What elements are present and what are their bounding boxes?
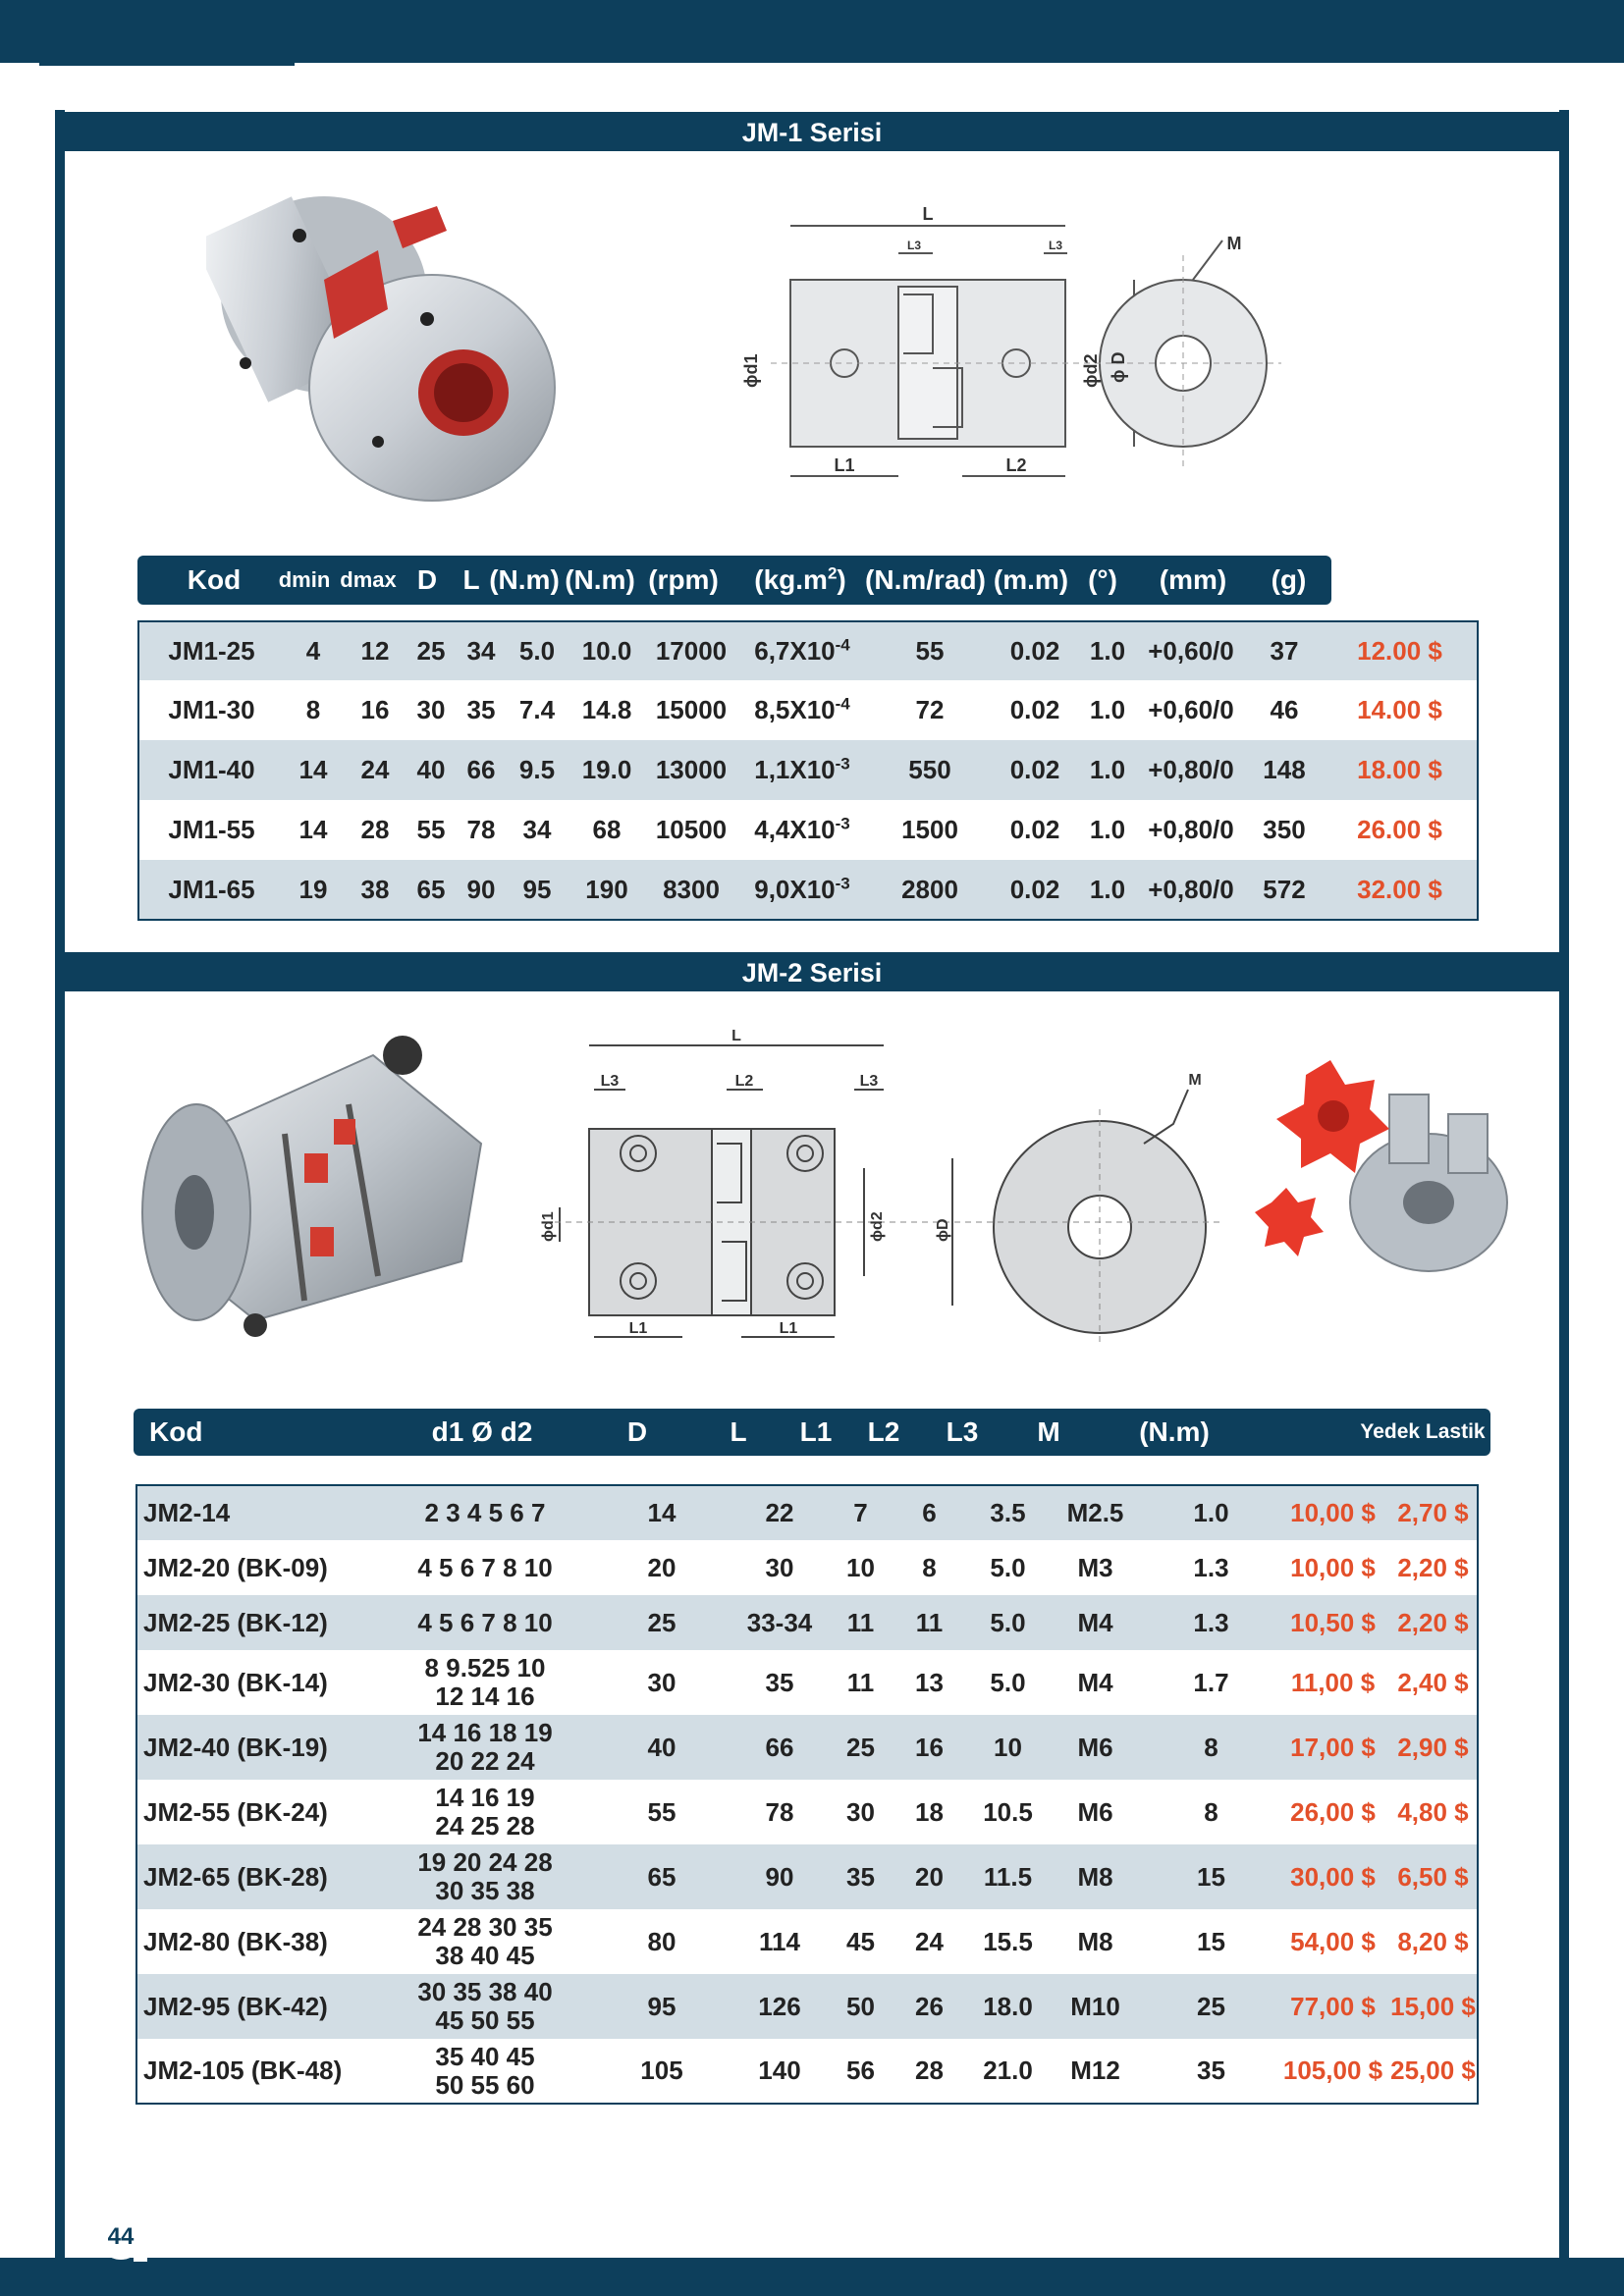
cell-D: 105 xyxy=(640,2056,683,2085)
table-row xyxy=(136,1844,1478,1909)
cell-price: 14.00 $ xyxy=(1357,695,1442,724)
cell-torque1: 5.0 xyxy=(508,621,567,680)
cell-rpm: 13000 xyxy=(647,740,735,800)
cell-M: M8 xyxy=(1077,1926,1113,1956)
cell-D: 95 xyxy=(598,1974,726,2039)
cell-L: 35 xyxy=(765,1667,794,1697)
table-row xyxy=(136,1650,1478,1715)
cell-weight: 350 xyxy=(1263,815,1306,844)
cell-torque1: 9.5 xyxy=(508,740,567,800)
jm2-drawing-label-d2: ϕd2 xyxy=(869,1211,886,1242)
cell-torque: 1.0 xyxy=(1146,1485,1276,1540)
cell-angle: 1.0 xyxy=(1079,740,1136,800)
cell-kod: JM2-95 (BK-42) xyxy=(136,1974,372,2039)
cell-L3: 5.0 xyxy=(990,1552,1026,1582)
cell-spare-price: 2,70 $ xyxy=(1389,1485,1478,1540)
jm2-table-header xyxy=(134,1409,1490,1456)
cell-torque: 1.3 xyxy=(1193,1552,1229,1582)
jm1-drawing-label-L3a: L3 xyxy=(906,239,922,252)
diameter-line-1: 14 16 19 xyxy=(435,1783,535,1812)
cell-L2: 26 xyxy=(888,1974,971,2039)
jm2-drawing-label-L3a: L3 xyxy=(600,1073,620,1090)
cell-price: 10,50 $ xyxy=(1276,1595,1389,1650)
cell-L: 66 xyxy=(726,1715,834,1780)
cell-L1: 7 xyxy=(834,1485,888,1540)
diameter-line-1: 4 5 6 7 8 10 xyxy=(417,1552,553,1582)
diameter-line-1: 2 3 4 5 6 7 xyxy=(424,1498,546,1527)
jm1-product-photo xyxy=(206,182,560,506)
cell-price: 77,00 $ xyxy=(1276,1974,1389,2039)
cell-kod: JM1-55 xyxy=(168,815,255,844)
cell-M: M10 xyxy=(1045,1974,1146,2039)
cell-price: 54,00 $ xyxy=(1290,1926,1376,1956)
cell-L1: 56 xyxy=(846,2056,875,2085)
cell-torque2: 68 xyxy=(592,815,622,844)
cell-price: 32.00 $ xyxy=(1323,860,1478,920)
jm2-product-photo xyxy=(137,1026,511,1340)
jm2-spec-table xyxy=(135,1484,1479,2105)
cell-D: 30 xyxy=(647,1667,677,1697)
cell-tolerance: +0,60/0 xyxy=(1148,695,1234,724)
inertia-mantissa: 6,7X10 xyxy=(754,636,836,666)
cell-diameters xyxy=(372,1844,598,1909)
jm1-header-L: L xyxy=(462,564,480,595)
jm2-header-L3: L3 xyxy=(946,1416,979,1447)
diameter-line-1: 19 20 24 28 xyxy=(417,1847,553,1877)
cell-L3: 10 xyxy=(971,1715,1045,1780)
diameter-line-2: 30 35 38 xyxy=(435,1876,535,1905)
cell-diameters xyxy=(372,2039,598,2104)
jm1-series-title: JM-1 Serisi xyxy=(55,112,1569,151)
diameter-line-1: 30 35 38 40 xyxy=(417,1977,553,2006)
table-row xyxy=(136,1540,1478,1595)
cell-rpm: 15000 xyxy=(655,695,728,724)
cell-torque: 25 xyxy=(1146,1974,1276,2039)
cell-rpm: 10500 xyxy=(655,815,728,844)
jm1-header-misalign: (m.m) xyxy=(993,564,1069,595)
cell-L1: 11 xyxy=(846,1667,875,1697)
cell-M: M3 xyxy=(1077,1552,1113,1582)
cell-diameters xyxy=(372,1540,598,1595)
jm1-drawing-label-M: M xyxy=(1226,234,1242,253)
cell-L3: 10.5 xyxy=(983,1796,1033,1827)
cell-kod: JM2-14 xyxy=(136,1485,372,1540)
cell-D: 55 xyxy=(647,1796,677,1827)
cell-M: M6 xyxy=(1077,1796,1113,1827)
cell-stiffness: 1500 xyxy=(901,815,958,844)
cell-stiffness: 55 xyxy=(869,621,991,680)
cell-stiffness: 550 xyxy=(869,740,991,800)
inertia-exponent: -3 xyxy=(835,754,850,774)
cell-L: 30 xyxy=(765,1552,794,1582)
cell-L: 66 xyxy=(455,740,508,800)
cell-D: 80 xyxy=(647,1926,677,1956)
cell-tolerance: +0,80/0 xyxy=(1136,860,1246,920)
diameter-line-1: 24 28 30 35 xyxy=(417,1912,553,1942)
inertia-exponent: -4 xyxy=(835,694,850,714)
cell-L1: 45 xyxy=(846,1926,875,1956)
cell-D: 14 xyxy=(598,1485,726,1540)
jm2-header-D: D xyxy=(626,1416,648,1447)
cell-L: 34 xyxy=(455,621,508,680)
jm1-header-stiffness: (N.m/rad) xyxy=(865,564,986,595)
cell-L2: 6 xyxy=(888,1485,971,1540)
diameter-line-2: 45 50 55 xyxy=(435,2005,535,2035)
jm1-header-tolerance: (mm) xyxy=(1159,564,1227,595)
jm1-table-header xyxy=(137,556,1331,605)
cell-diameters xyxy=(372,1650,598,1715)
cell-diameters xyxy=(372,1974,598,2039)
jm2-header-L2: L2 xyxy=(867,1416,900,1447)
cell-price: 10,00 $ xyxy=(1290,1552,1376,1582)
table-row xyxy=(136,1780,1478,1844)
cell-L1: 30 xyxy=(846,1796,875,1827)
jm2-drawing-label-L1b: L1 xyxy=(779,1320,798,1337)
jm1-header-D: D xyxy=(416,564,438,595)
cell-inertia xyxy=(735,621,869,680)
cell-torque: 1.3 xyxy=(1146,1595,1276,1650)
cell-price: 26,00 $ xyxy=(1290,1796,1376,1827)
jm2-drawing-label-L2: L2 xyxy=(734,1073,754,1090)
cell-diameters xyxy=(372,1485,598,1540)
cell-weight: 572 xyxy=(1246,860,1323,920)
cell-dmax: 12 xyxy=(343,621,407,680)
cell-spare-price: 6,50 $ xyxy=(1389,1844,1478,1909)
jm2-header-diameter: d1 Ø d2 xyxy=(431,1416,533,1447)
jm2-header-L: L xyxy=(730,1416,747,1447)
cell-L3: 18.0 xyxy=(971,1974,1045,2039)
diameter-line-1: 14 16 18 19 xyxy=(417,1718,553,1747)
cell-price: 30,00 $ xyxy=(1276,1844,1389,1909)
cell-L: 90 xyxy=(455,860,508,920)
cell-torque: 35 xyxy=(1197,2056,1225,2085)
jm1-drawing-label-L3b: L3 xyxy=(1048,239,1063,252)
cell-dmin: 19 xyxy=(284,860,343,920)
table-row xyxy=(136,1485,1478,1540)
cell-M: M8 xyxy=(1045,1844,1146,1909)
jm1-header-torque2: (N.m) xyxy=(565,564,635,595)
cell-torque2: 190 xyxy=(567,860,647,920)
cell-price: 18.00 $ xyxy=(1323,740,1478,800)
cell-torque: 8 xyxy=(1146,1715,1276,1780)
jm1-header-weight: (g) xyxy=(1271,564,1307,595)
cell-price: 26.00 $ xyxy=(1357,815,1442,844)
cell-M: M4 xyxy=(1045,1595,1146,1650)
jm2-drawing-label-L3b: L3 xyxy=(859,1073,879,1090)
table-row xyxy=(138,621,1478,680)
cell-L: 35 xyxy=(466,695,496,724)
cell-L: 33-34 xyxy=(726,1595,834,1650)
inertia-mantissa: 9,0X10 xyxy=(754,874,836,904)
jm1-drawing-label-L2: L2 xyxy=(1005,455,1027,475)
cell-L2: 18 xyxy=(915,1796,944,1827)
jm1-technical-drawing xyxy=(731,206,1429,501)
cell-L: 78 xyxy=(765,1796,794,1827)
jm1-header-rpm: (rpm) xyxy=(648,564,719,595)
cell-angle: 1.0 xyxy=(1089,815,1126,844)
cell-L1: 10 xyxy=(846,1552,875,1582)
cell-kod: JM2-105 (BK-48) xyxy=(143,2056,343,2085)
cell-L: 140 xyxy=(758,2056,801,2085)
cell-L1: 11 xyxy=(834,1595,888,1650)
cell-D: 25 xyxy=(598,1595,726,1650)
jm2-header-torque: (N.m) xyxy=(1139,1416,1210,1447)
page-frame-left xyxy=(55,110,65,2258)
cell-D: 25 xyxy=(407,621,455,680)
cell-misalign: 0.02 xyxy=(991,860,1079,920)
cell-kod: JM1-40 xyxy=(138,740,284,800)
cell-diameters xyxy=(372,1595,598,1650)
cell-misalign: 0.02 xyxy=(1009,815,1060,844)
cell-dmax: 16 xyxy=(360,695,390,724)
cell-kod: JM2-80 (BK-38) xyxy=(143,1926,328,1956)
cell-inertia xyxy=(735,680,869,740)
cell-spare-price: 2,20 $ xyxy=(1389,1595,1478,1650)
cell-M: M6 xyxy=(1045,1715,1146,1780)
cell-D: 40 xyxy=(598,1715,726,1780)
cell-M: M12 xyxy=(1070,2056,1120,2085)
cell-misalign: 0.02 xyxy=(991,740,1079,800)
top-banner xyxy=(0,0,1624,63)
cell-L3: 5.0 xyxy=(971,1595,1045,1650)
cell-torque2: 14.8 xyxy=(581,695,632,724)
inertia-exponent: -4 xyxy=(835,635,850,655)
cell-angle: 1.0 xyxy=(1089,695,1126,724)
table-row xyxy=(136,1909,1478,1974)
table-row xyxy=(136,1595,1478,1650)
cell-price: 17,00 $ xyxy=(1276,1715,1389,1780)
cell-L: 126 xyxy=(726,1974,834,2039)
cell-diameters xyxy=(372,1909,598,1974)
diameter-line-1: 4 5 6 7 8 10 xyxy=(417,1607,553,1637)
cell-torque1: 7.4 xyxy=(518,695,556,724)
cell-inertia xyxy=(735,800,869,860)
cell-price: 10,00 $ xyxy=(1276,1485,1389,1540)
jm2-header-spare: Yedek Lastik xyxy=(1360,1420,1486,1443)
cell-L2: 28 xyxy=(915,2056,944,2085)
cell-torque2: 19.0 xyxy=(567,740,647,800)
cell-dmax: 28 xyxy=(360,815,390,844)
table-row xyxy=(136,1715,1478,1780)
jm1-header-kod: Kod xyxy=(187,564,242,595)
diameter-line-2: 38 40 45 xyxy=(435,1941,535,1970)
jm1-drawing-label-L1: L1 xyxy=(834,455,855,475)
jm1-drawing-label-d2: ϕd2 xyxy=(1081,353,1101,388)
cell-weight: 37 xyxy=(1246,621,1323,680)
top-banner-accent xyxy=(39,61,295,66)
cell-diameters xyxy=(372,1715,598,1780)
cell-M: M4 xyxy=(1077,1667,1113,1697)
table-row xyxy=(138,860,1478,920)
table-row xyxy=(138,680,1478,740)
cell-torque1: 34 xyxy=(522,815,552,844)
cell-M: M2.5 xyxy=(1045,1485,1146,1540)
diameter-line-1: 8 9.525 10 xyxy=(424,1653,546,1682)
cell-price: 105,00 $ xyxy=(1282,2056,1383,2085)
table-row xyxy=(138,740,1478,800)
diameter-line-2: 24 25 28 xyxy=(435,1811,535,1841)
cell-price: 11,00 $ xyxy=(1290,1667,1376,1697)
jm1-header-angle: (°) xyxy=(1088,564,1117,595)
diameter-line-1: 35 40 45 xyxy=(435,2041,535,2071)
cell-kod: JM1-25 xyxy=(138,621,284,680)
cell-tolerance: +0,60/0 xyxy=(1136,621,1246,680)
cell-torque: 1.7 xyxy=(1193,1667,1229,1697)
cell-spare-price: 2,90 $ xyxy=(1389,1715,1478,1780)
jm1-header-dmin: dmin xyxy=(278,567,331,592)
cell-L3: 21.0 xyxy=(983,2056,1033,2085)
cell-spare-price: 4,80 $ xyxy=(1397,1796,1469,1827)
cell-tolerance: +0,80/0 xyxy=(1148,815,1234,844)
cell-L: 22 xyxy=(726,1485,834,1540)
cell-kod: JM1-30 xyxy=(168,695,255,724)
jm2-series-title: JM-2 Serisi xyxy=(55,952,1569,991)
cell-kod: JM2-30 (BK-14) xyxy=(143,1667,328,1697)
cell-L3: 5.0 xyxy=(990,1667,1026,1697)
bottom-banner xyxy=(0,2258,1624,2296)
jm2-header-kod: Kod xyxy=(149,1416,203,1447)
inertia-mantissa: 1,1X10 xyxy=(754,755,836,784)
jm2-header-L1: L1 xyxy=(799,1416,833,1447)
cell-D: 65 xyxy=(407,860,455,920)
jm2-drawing-label-L: L xyxy=(731,1028,741,1044)
table-row xyxy=(136,1974,1478,2039)
inertia-exponent: -3 xyxy=(835,814,850,833)
cell-kod: JM2-65 (BK-28) xyxy=(136,1844,372,1909)
jm1-header-torque1: (N.m) xyxy=(489,564,560,595)
cell-L: 90 xyxy=(726,1844,834,1909)
cell-spare-price: 8,20 $ xyxy=(1397,1926,1469,1956)
table-row xyxy=(138,800,1478,860)
cell-weight: 148 xyxy=(1246,740,1323,800)
cell-angle: 1.0 xyxy=(1079,860,1136,920)
cell-L1: 50 xyxy=(834,1974,888,2039)
cell-D: 30 xyxy=(416,695,446,724)
inertia-mantissa: 4,4X10 xyxy=(754,815,836,844)
cell-L2: 24 xyxy=(915,1926,944,1956)
jm1-header-inertia: $(kg.m^2)$ xyxy=(754,563,846,595)
inertia-exponent: -3 xyxy=(835,873,850,892)
cell-torque: 15 xyxy=(1146,1844,1276,1909)
jm2-drawing-label-d1: ϕd1 xyxy=(540,1211,557,1242)
jm2-drawing-label-D: ϕD xyxy=(935,1218,951,1242)
table-row xyxy=(136,2039,1478,2104)
cell-L3: 11.5 xyxy=(971,1844,1045,1909)
page-number: 44 xyxy=(98,2215,143,2260)
cell-dmin: 14 xyxy=(298,815,328,844)
diameter-line-2: 12 14 16 xyxy=(435,1682,535,1711)
cell-inertia xyxy=(735,860,869,920)
cell-dmin: 4 xyxy=(284,621,343,680)
inertia-mantissa: 8,5X10 xyxy=(754,695,836,724)
cell-spare-price: 25,00 $ xyxy=(1390,2056,1476,2085)
cell-L: 78 xyxy=(466,815,496,844)
cell-kod: JM2-25 (BK-12) xyxy=(136,1595,372,1650)
cell-torque: 8 xyxy=(1204,1796,1218,1827)
cell-L2: 20 xyxy=(888,1844,971,1909)
cell-angle: 1.0 xyxy=(1079,621,1136,680)
cell-dmax: 38 xyxy=(343,860,407,920)
cell-kod: JM2-55 (BK-24) xyxy=(143,1796,328,1827)
jm1-drawing-label-L: L xyxy=(922,206,934,224)
cell-misalign: 0.02 xyxy=(991,621,1079,680)
cell-L: 114 xyxy=(759,1926,800,1956)
jm1-drawing-label-D: ϕ D xyxy=(1109,351,1128,383)
cell-L2: 11 xyxy=(888,1595,971,1650)
cell-D: 55 xyxy=(416,815,446,844)
cell-D: 40 xyxy=(407,740,455,800)
cell-dmin: 8 xyxy=(305,695,321,724)
cell-diameters xyxy=(372,1780,598,1844)
cell-L2: 8 xyxy=(922,1552,937,1582)
cell-kod: JM1-65 xyxy=(138,860,284,920)
cell-spare-price: 15,00 $ xyxy=(1389,1974,1478,2039)
cell-L2: 16 xyxy=(888,1715,971,1780)
cell-L1: 25 xyxy=(834,1715,888,1780)
diameter-line-2: 50 55 60 xyxy=(435,2069,535,2100)
jm2-technical-drawing xyxy=(535,1021,1281,1355)
jm2-drawing-label-L1a: L1 xyxy=(628,1320,648,1337)
cell-spare-price: 2,40 $ xyxy=(1397,1667,1469,1697)
cell-weight: 46 xyxy=(1270,695,1299,724)
cell-kod: JM2-40 (BK-19) xyxy=(136,1715,372,1780)
cell-L2: 13 xyxy=(915,1667,944,1697)
cell-kod: JM2-20 (BK-09) xyxy=(143,1552,328,1582)
diameter-line-2: 20 22 24 xyxy=(435,1746,535,1776)
jm1-spec-table xyxy=(137,620,1479,921)
cell-dmax: 24 xyxy=(343,740,407,800)
jm2-header-M: M xyxy=(1037,1416,1060,1447)
cell-spare-price: 2,20 $ xyxy=(1397,1552,1469,1582)
cell-stiffness: 2800 xyxy=(869,860,991,920)
page-number-mark xyxy=(134,2258,147,2262)
jm1-header-dmax: dmax xyxy=(340,567,397,592)
cell-dmin: 14 xyxy=(284,740,343,800)
cell-rpm: 17000 xyxy=(647,621,735,680)
cell-tolerance: +0,80/0 xyxy=(1136,740,1246,800)
cell-price: 12.00 $ xyxy=(1323,621,1478,680)
cell-L1: 35 xyxy=(834,1844,888,1909)
cell-L3: 15.5 xyxy=(983,1926,1033,1956)
cell-torque2: 10.0 xyxy=(567,621,647,680)
cell-misalign: 0.02 xyxy=(1009,695,1060,724)
cell-D: 65 xyxy=(598,1844,726,1909)
cell-D: 20 xyxy=(647,1552,677,1582)
cell-torque1: 95 xyxy=(508,860,567,920)
jm2-spider-parts-photo xyxy=(1247,1055,1527,1291)
cell-inertia xyxy=(735,740,869,800)
cell-torque: 15 xyxy=(1197,1926,1225,1956)
cell-stiffness: 72 xyxy=(915,695,945,724)
cell-rpm: 8300 xyxy=(647,860,735,920)
jm2-drawing-label-M: M xyxy=(1188,1072,1202,1089)
jm1-drawing-label-d1: ϕd1 xyxy=(741,353,761,388)
page-frame-right xyxy=(1559,110,1569,2258)
cell-L3: 3.5 xyxy=(971,1485,1045,1540)
